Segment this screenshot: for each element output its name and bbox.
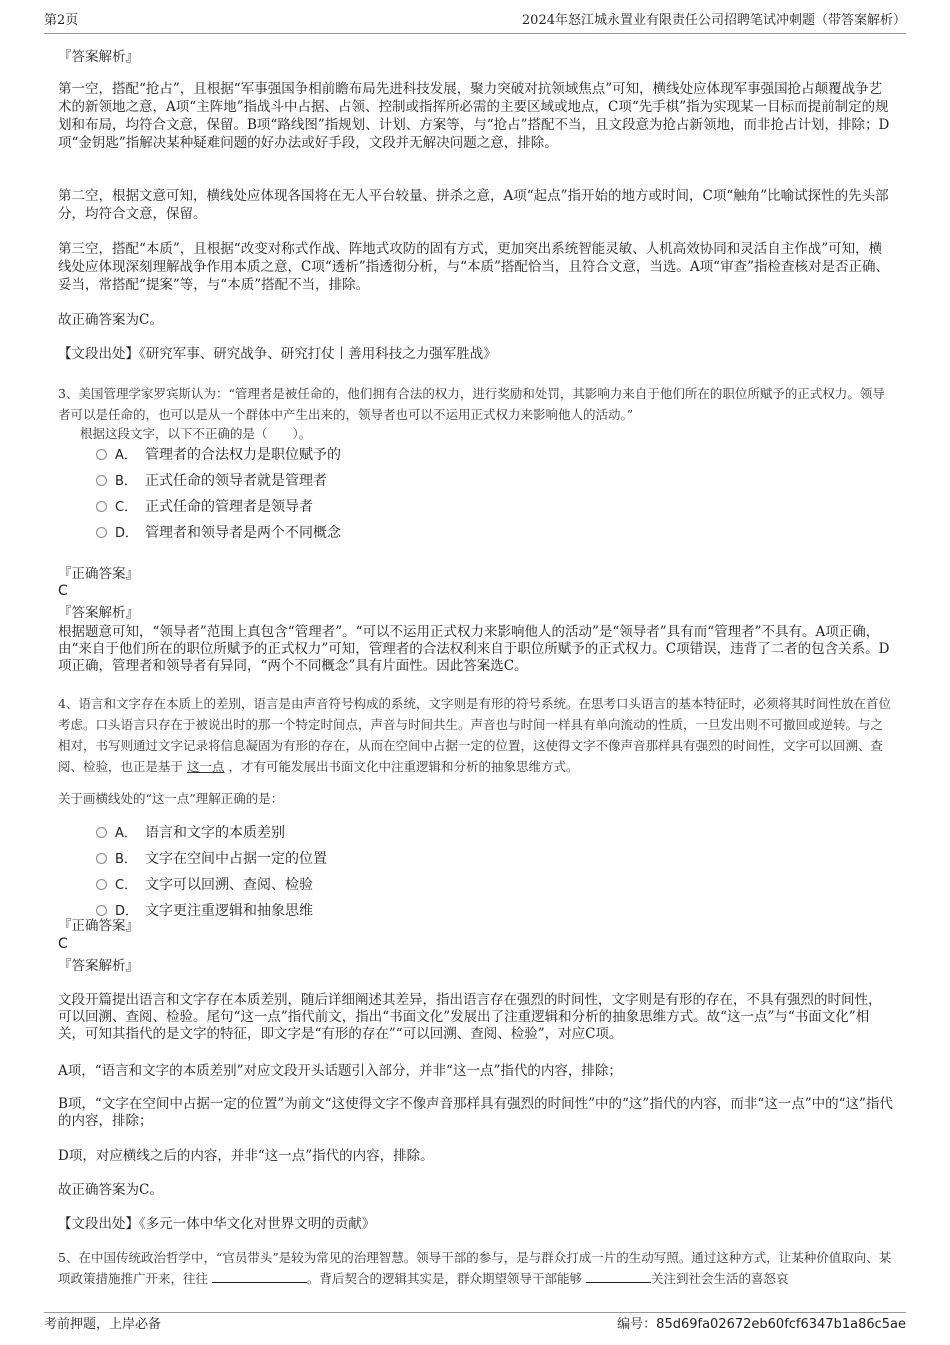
option-text: 管理者的合法权力是职位赋予的 — [145, 447, 341, 463]
footer-code-value: 85d69fa02672eb60fcf6347b1a86c5ae — [656, 1317, 906, 1332]
q3-stem: 3、美国管理学家罗宾斯认为：“管理者是被任命的，他们拥有合法的权力，进行奖励和处罚，其影响力来自于他们所在的职位所赋予的正式权力。领导者可以是任命的，也可以是从一个群体中产生出来的，领导者也可以不运用正式权力来影响他人的活动。” — [58, 386, 885, 422]
q3-answer: C — [58, 583, 68, 599]
option-text: 正式任命的管理者是领导者 — [145, 499, 313, 515]
q3-question: 根据这段文字，以下不正确的是（ ）。 — [80, 426, 312, 441]
q5-stem: 5、在中国传统政治哲学中，“官员带头”是较为常见的治理智慧。领导干部的参与，是与群众打成一片的生动写照。通过这种方式，让某种价值取向、某项政策措施推广开来，往往 。背后契合的逻辑其实是，群众期望领导干部能够 关注到社会生活的喜怒哀 — [58, 1250, 892, 1286]
page-footer — [44, 1312, 906, 1337]
q4-answer: C — [58, 936, 68, 952]
option-text: 管理者和领导者是两个不同概念 — [145, 525, 341, 541]
q4-source: 【文段出处】《多元一体中华文化对世界文明的贡献》 — [58, 1216, 376, 1232]
q3-option-c[interactable] — [96, 495, 313, 519]
option-letter: B． — [115, 852, 137, 867]
option-text: 文字在空间中占据一定的位置 — [145, 851, 327, 867]
radio-icon[interactable] — [96, 527, 107, 538]
q2-source: 【文段出处】《研究军事、研究战争、研究打仗丨善用科技之力强军胜战》 — [58, 346, 497, 362]
option-text: 正式任命的领导者就是管理者 — [145, 473, 327, 489]
q4-stem: 4、语言和文字存在本质上的差别，语言是由声音符号构成的系统，文字则是有形的符号系统。在思考口头语言的基本特征时，必须将其时间性放在首位考虑。口头语言只存在于被说出时的那一个特定时间点，声音与时间共生。声音也与时间一样具有单向流动的性质，一旦发出则不可撤回或逆转。与之相对，书写则通过文字记录将信息凝固为有形的存在，从而在空间中占据一定的位置，这使得文字不像声音那样具有强烈的时间性，文字可以回溯、查阅、检验，也正是基于 这一点 ，才有可能发展出书面文化中注重逻辑和分析的抽象思维方式。 — [58, 696, 891, 774]
q2-analysis-p3: 第三空，搭配“本质”，且根据“改变对称式作战、阵地式攻防的固有方式，更加突出系统智能灵敏、人机高效协同和灵活自主作战”可知，横线处应体现深刻理解战争作用本质之意，C项“透析”指透彻分析，与“本质”搭配恰当，且符合文意，当选。A项“审查”指检查核对是否正确、妥当，常搭配“提案”等，与“本质”搭配不当，排除。 — [58, 241, 889, 293]
radio-icon[interactable] — [96, 879, 107, 890]
q3-option-d[interactable] — [96, 521, 341, 545]
q4-analysis-p2: A项，“语言和文字的本质差别”对应文段开头话题引入部分，并非“这一点”指代的内容，排除； — [58, 1063, 622, 1079]
q4-option-a[interactable] — [96, 821, 285, 845]
q3-answer-label: 『正确答案』 — [58, 566, 139, 582]
q2-analysis-p1: 第一空，搭配“抢占”，且根据“军事强国争相前瞻布局先进科技发展，聚力突破对抗领域焦点”可知，横线处应体现军事强国抢占颠覆战争艺术的新领地之意，A项“主阵地”指战斗中占据、占领、控制或指挥所必需的主要区域或地点，C项“先手棋”指为实现某一目标而提前制定的规划和布局，均符合文意，保留。B项“路线图”指规划、计划、方案等，与“抢占”搭配不当，且文段意为抢占新领地，而非抢占计划，排除；D项“金钥匙”指解决某种疑难问题的好办法或好手段，文段并无解决问题之意，排除。 — [58, 81, 890, 151]
radio-icon[interactable] — [96, 827, 107, 838]
option-text: 文字可以回溯、查阅、检验 — [145, 877, 313, 893]
radio-icon[interactable] — [96, 905, 107, 916]
underlined-phrase: 这一点 — [186, 759, 225, 774]
q4-answer-label: 『正确答案』 — [58, 918, 139, 934]
radio-icon[interactable] — [96, 853, 107, 864]
option-letter: D． — [115, 526, 139, 541]
answer-blank-2[interactable] — [586, 1269, 651, 1283]
footer-slogan: 考前押题，上岸必备 — [44, 1317, 162, 1332]
q4-conclusion: 故正确答案为C。 — [58, 1182, 163, 1198]
q2-analysis-label: 『答案解析』 — [58, 49, 139, 65]
option-letter: B． — [115, 474, 137, 489]
q4-option-c[interactable] — [96, 873, 313, 897]
q2-analysis-p2: 第二空，根据文意可知，横线处应体现各国将在无人平台较量、拼杀之意，A项“起点”指开始的地方或时间，C项“触角”比喻试探性的先头部分，均符合文意，保留。 — [58, 188, 889, 222]
page-header — [44, 11, 906, 34]
radio-icon[interactable] — [96, 475, 107, 486]
footer-code — [617, 1315, 906, 1335]
q4-analysis-p4: D项，对应横线之后的内容，并非“这一点”指代的内容，排除。 — [58, 1148, 434, 1164]
option-text: 文字更注重逻辑和抽象思维 — [145, 903, 313, 919]
q2-conclusion: 故正确答案为C。 — [58, 312, 163, 328]
q4-analysis-label: 『答案解析』 — [58, 958, 139, 974]
q4-question: 关于画横线处的“这一点”理解正确的是： — [58, 791, 284, 806]
q3-analysis-label: 『答案解析』 — [58, 605, 139, 621]
q4-analysis-p1: 文段开篇提出语言和文字存在本质差别，随后详细阐述其差异，指出语言存在强烈的时间性，文字则是有形的存在，不具有强烈的时间性，可以回溯、查阅、检验。尾句“这一点”指代前文，指出“书面文化”发展出了注重逻辑和分析的抽象思维方式。故“这一点”与“书面文化”相关，可知其指代的是文字的特征，即文字是“有形的存在”“可以回溯、查阅、检验”，对应C项。 — [58, 992, 882, 1042]
option-letter: A． — [115, 826, 137, 841]
radio-icon[interactable] — [96, 449, 107, 460]
option-letter: D． — [115, 904, 139, 919]
q3-option-a[interactable] — [96, 443, 341, 467]
option-letter: C． — [115, 878, 138, 893]
q4-analysis-p3: B项，“文字在空间中占据一定的位置”为前文“这使得文字不像声音那样具有强烈的时间性”中的“这”指代的内容，而非“这一点”中的“这”指代的内容，排除； — [58, 1096, 893, 1129]
q3-option-b[interactable] — [96, 469, 327, 493]
document-title: 2024年怒江城永置业有限责任公司招聘笔试冲刺题（带答案解析） — [521, 13, 906, 28]
q4-option-b[interactable] — [96, 847, 327, 871]
footer-code-label: 编号： — [617, 1317, 657, 1332]
option-letter: A． — [115, 448, 137, 463]
q3-analysis: 根据题意可知，“领导者”范围上真包含“管理者”。“可以不运用正式权力来影响他人的活动”是“领导者”具有而“管理者”不具有。A项正确，由“来自于他们所在的职位所赋予的正式权力”可知，管理者的合法权利来自于职位所赋予的正式权力。C项错误，违背了二者的包含关系。D项正确，管理者和领导者有异同，“两个不同概念”具有片面性。因此答案选C。 — [58, 624, 890, 674]
radio-icon[interactable] — [96, 501, 107, 512]
answer-blank-1[interactable] — [212, 1269, 307, 1283]
option-letter: C． — [115, 500, 138, 515]
page-number: 第2页 — [44, 13, 79, 28]
option-text: 语言和文字的本质差别 — [145, 825, 285, 841]
